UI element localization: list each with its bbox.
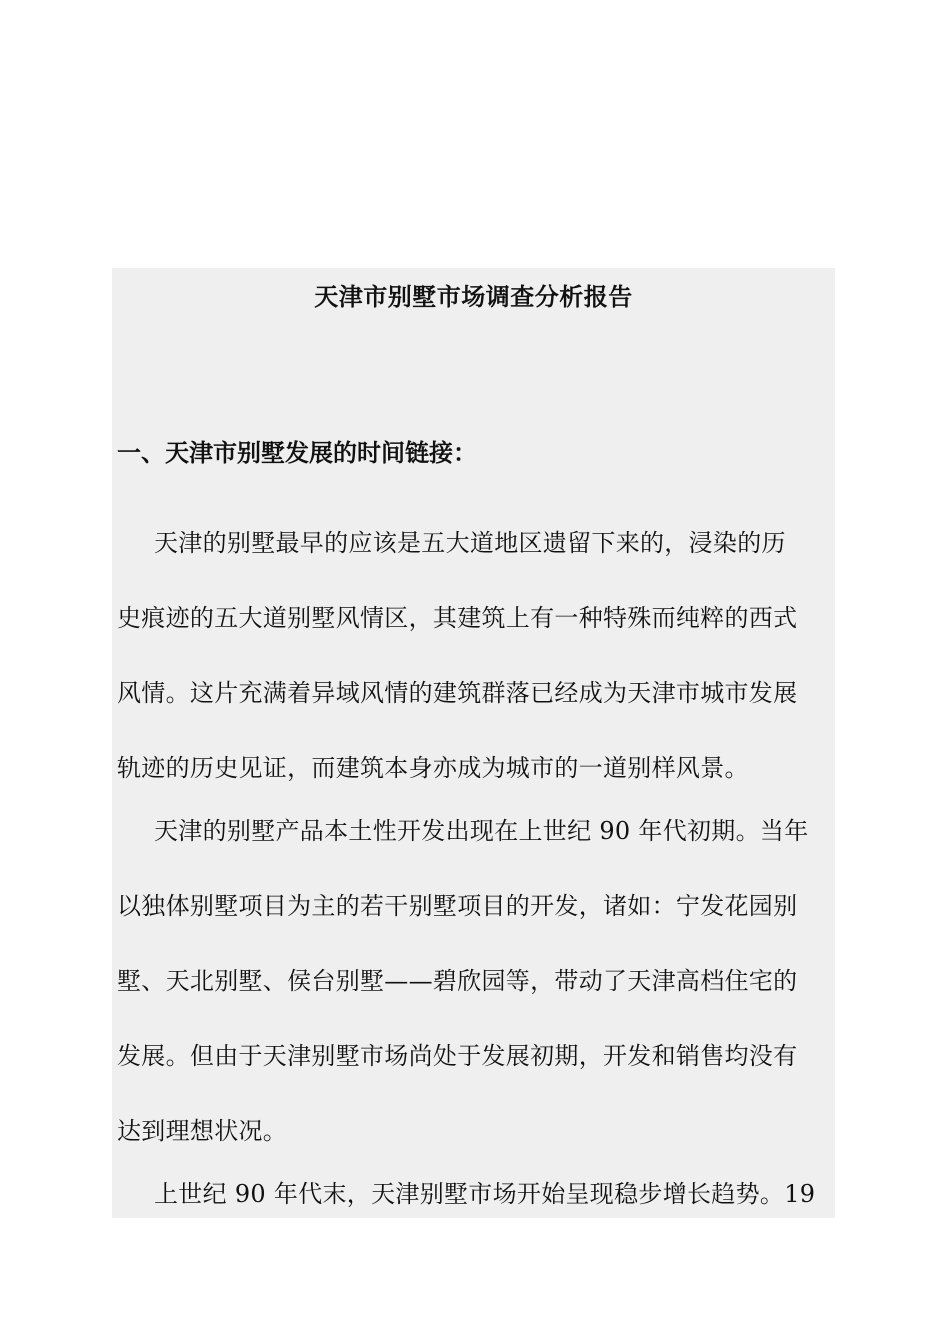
paragraph-2-line-3: 墅、天北别墅、侯台别墅——碧欣园等，带动了天津高档住宅的 [117, 967, 798, 995]
paragraph-3-line-1: 上世纪 90 年代末，天津别墅市场开始呈现稳步增长趋势。19 [154, 1180, 816, 1208]
paragraph-2-line-4: 发展。但由于天津别墅市场尚处于发展初期，开发和销售均没有 [117, 1042, 798, 1070]
document-title: 天津市别墅市场调查分析报告 [314, 283, 633, 311]
paragraph-1-line-4: 轨迹的历史见证，而建筑本身亦成为城市的一道别样风景。 [117, 754, 749, 782]
document-content-area [112, 268, 835, 1218]
paragraph-2-line-5: 达到理想状况。 [117, 1117, 288, 1145]
section-heading: 一、天津市别墅发展的时间链接： [117, 439, 477, 467]
paragraph-1-line-2: 史痕迹的五大道别墅风情区，其建筑上有一种特殊而纯粹的西式 [117, 604, 798, 632]
paragraph-2-line-2: 以独体别墅项目为主的若干别墅项目的开发，诸如：宁发花园别 [117, 892, 798, 920]
paragraph-1-line-1: 天津的别墅最早的应该是五大道地区遗留下来的，浸染的历 [154, 529, 786, 557]
paragraph-2-line-1: 天津的别墅产品本土性开发出现在上世纪 90 年代初期。当年 [154, 817, 809, 845]
paragraph-1-line-3: 风情。这片充满着异域风情的建筑群落已经成为天津市城市发展 [117, 679, 798, 707]
